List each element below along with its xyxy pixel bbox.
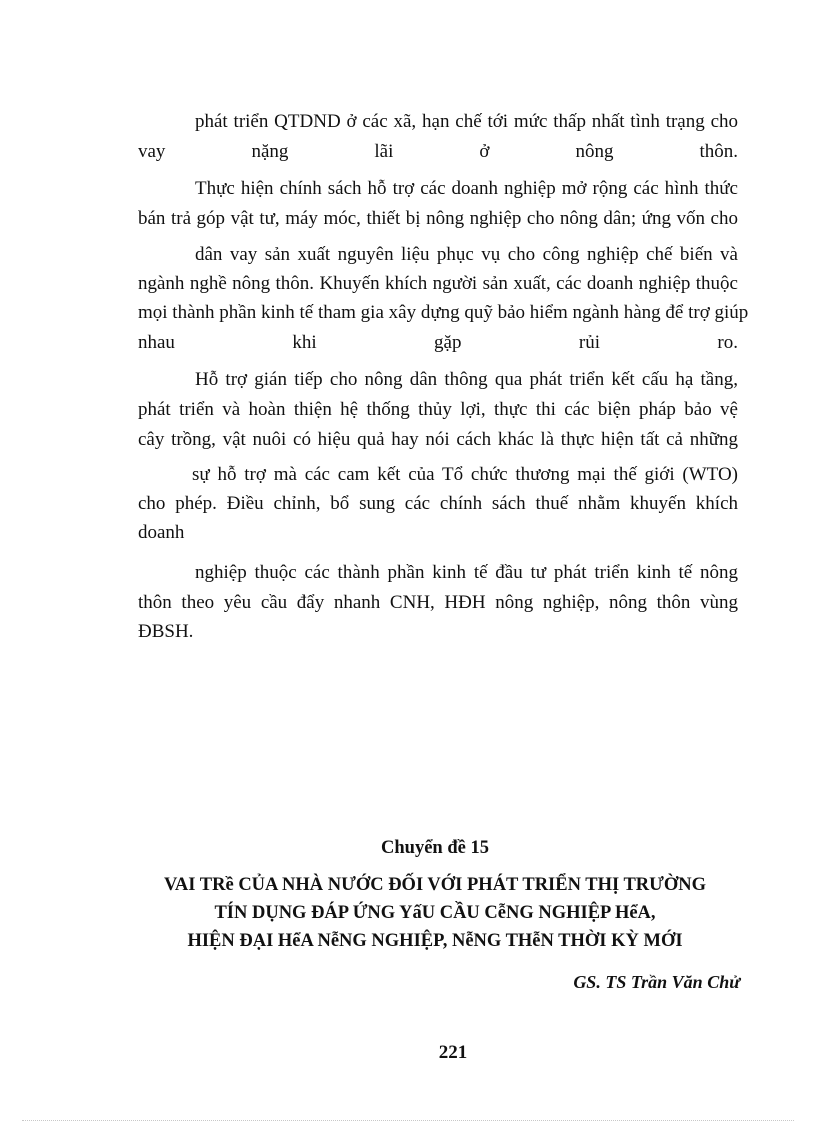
body-line: Hỗ trợ gián tiếp cho nông dân thông qua phát triển kết cấu hạ tầng, [195,369,738,390]
body-line: vay nặng lãi ở nông thôn. [138,141,738,162]
body-line: nhau khi gặp rủi ro. [138,332,738,353]
chapter-label: Chuyển đề 15 [381,838,489,858]
body-line: thôn theo yêu cầu đẩy nhanh CNH, HĐH nông nghiệp, nông thôn vùng [138,592,738,613]
body-line: Thực hiện chính sách hỗ trợ các doanh nghiệp mở rộng các hình thức [195,178,738,199]
body-line: bán trả góp vật tư, máy móc, thiết bị nông nghiệp cho nông dân; ứng vốn cho [138,208,738,229]
body-line: cho phép. Điều chỉnh, bổ sung các chính sách thuế nhằm khuyến khích [138,493,738,514]
page-bottom-divider [22,1120,794,1121]
body-line: cây trồng, vật nuôi có hiệu quả hay nói cách khác là thực hiện tất cả những [138,429,738,450]
author-name: GS. TS Trần Văn Chử [573,972,740,992]
body-line: sự hỗ trợ mà các cam kết của Tổ chức thương mại thế giới (WTO) [192,464,738,485]
body-line: ĐBSH. [138,621,194,642]
body-line: nghiệp thuộc các thành phần kinh tế đầu tư phát triển kinh tế nông [195,562,738,583]
body-line: phát triển QTDND ở các xã, hạn chế tới mức thấp nhất tình trạng cho [195,111,738,132]
body-line: doanh [138,522,185,543]
chapter-title-line: TÍN DỤNG ĐÁP ỨNG YấU CẦU CễNG NGHIỆP HểA, [214,903,656,923]
body-line: ngành nghề nông thôn. Khuyến khích người sản xuất, các doanh nghiệp thuộc [138,273,738,294]
chapter-title-line: HIỆN ĐẠI HểA NễNG NGHIỆP, NễNG THễN THỜI KỲ MỚI [187,931,683,951]
body-line: dân vay sản xuất nguyên liệu phục vụ cho công nghiệp chế biến và [195,244,738,265]
chapter-title-line: VAI TRề CỦA NHÀ NƯỚC ĐỐI VỚI PHÁT TRIỂN THỊ TRƯỜNG [163,875,707,895]
body-line: phát triển và hoàn thiện hệ thống thủy lợi, thực thi các biện pháp bảo vệ [138,399,738,420]
page-number: 221 [438,1042,468,1063]
body-line: mọi thành phần kinh tế tham gia xây dựng quỹ bảo hiểm ngành hàng để trợ giúp [138,302,749,323]
